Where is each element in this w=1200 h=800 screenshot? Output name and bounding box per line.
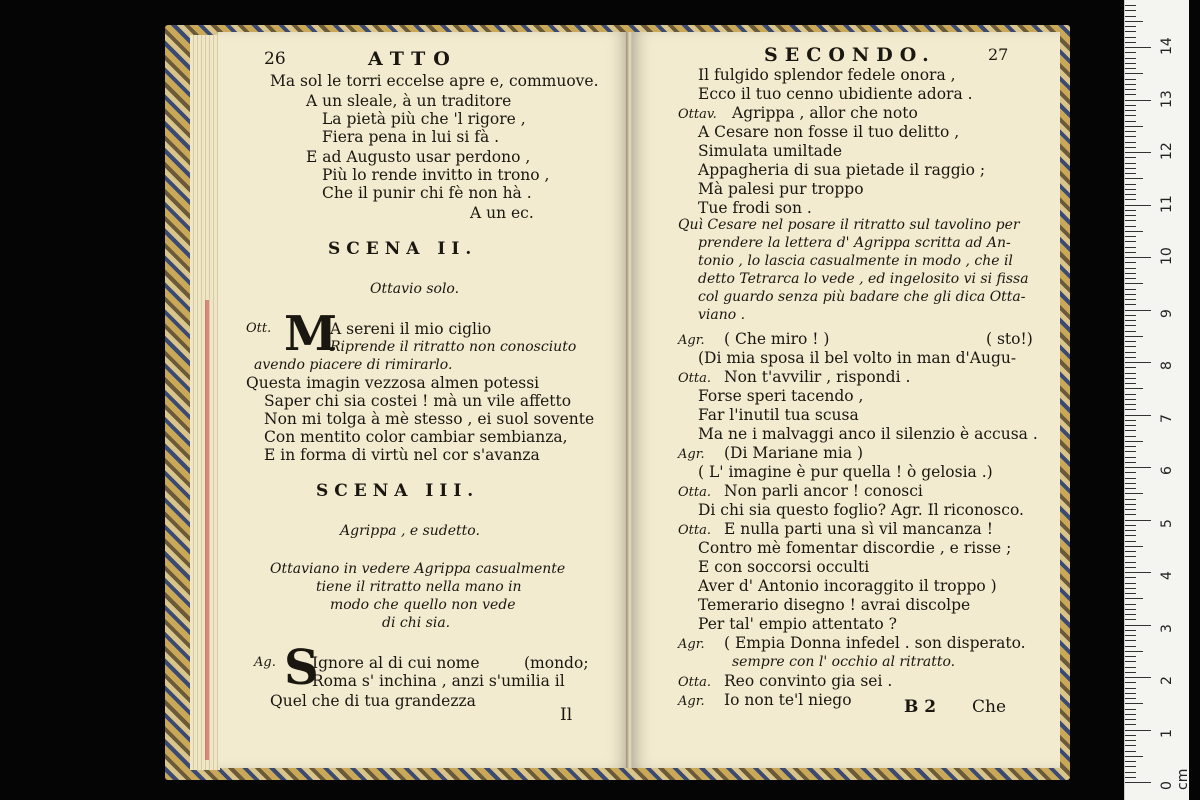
ruler-tick <box>1125 614 1136 615</box>
ruler-tick <box>1125 766 1136 767</box>
ruler-tick <box>1125 252 1136 253</box>
ruler-tick <box>1125 430 1136 431</box>
ruler-tick <box>1125 352 1136 353</box>
speaker-label: Ott. <box>246 321 272 336</box>
ruler-tick <box>1125 656 1136 657</box>
ruler-tick <box>1125 152 1151 153</box>
ruler-label: 10 <box>1159 247 1175 265</box>
verse-line: Io non te'l niego <box>724 691 852 709</box>
left-page-number: 26 <box>264 49 286 69</box>
verse-line: Reo convinto gia sei . <box>724 672 893 690</box>
ruler-tick <box>1125 31 1136 32</box>
verse-line: A un sleale, à un traditore <box>306 92 512 110</box>
verse-line: E con soccorsi occulti <box>698 558 870 576</box>
ruler-tick <box>1125 315 1136 316</box>
ruler-tick <box>1125 598 1143 599</box>
ruler-tick <box>1125 283 1143 284</box>
verse-line: Roma s' inchina , anzi s'umilia il <box>312 672 565 690</box>
ruler-tick <box>1125 231 1143 232</box>
stage-direction: avendo piacere di rimirarlo. <box>254 357 453 373</box>
ruler-tick <box>1125 735 1136 736</box>
ruler-tick <box>1125 499 1136 500</box>
ruler-tick <box>1125 79 1136 80</box>
ruler-tick <box>1125 588 1136 589</box>
drop-capital: M <box>284 306 338 362</box>
catchword: Il <box>560 705 573 725</box>
verse-line: Non t'avvilir , rispondi . <box>724 368 911 386</box>
drop-capital: S <box>284 640 319 696</box>
ruler-tick <box>1125 577 1136 578</box>
ruler-tick <box>1125 772 1136 773</box>
ruler-tick <box>1125 782 1151 783</box>
ruler-label: 0 cm <box>1159 768 1191 790</box>
ruler-tick <box>1125 651 1143 652</box>
speaker-label: Otta. <box>678 485 711 500</box>
ruler-label: 14 <box>1159 37 1175 55</box>
ruler-tick <box>1125 157 1136 158</box>
ruler-tick <box>1125 289 1136 290</box>
ruler-tick <box>1125 163 1136 164</box>
verse-line: Forse speri tacendo , <box>698 387 864 405</box>
ruler-tick <box>1125 724 1136 725</box>
ruler-tick <box>1125 299 1136 300</box>
verse-line: E in forma di virtù nel cor s'avanza <box>264 446 540 464</box>
ruler-tick <box>1125 325 1136 326</box>
ruler-tick <box>1125 320 1136 321</box>
catchword: Che <box>972 697 1007 717</box>
ruler-tick <box>1125 525 1136 526</box>
ruler-tick <box>1125 583 1136 584</box>
ruler-tick <box>1125 436 1136 437</box>
ruler-tick <box>1125 404 1136 405</box>
verse-line: Questa imagin vezzosa almen potessi <box>246 374 540 392</box>
ruler-tick <box>1125 688 1136 689</box>
ruler-label: 9 <box>1159 308 1175 318</box>
speaker-label: Agr. <box>678 637 705 652</box>
ruler-tick <box>1125 220 1136 221</box>
verse-line: ( Che miro ! ) <box>724 330 830 348</box>
ruler-label: 4 <box>1159 571 1175 580</box>
ruler-tick <box>1125 294 1136 295</box>
verse-line: Contro mè fomentar discordie , e risse ; <box>698 539 1012 557</box>
ruler-tick <box>1125 383 1136 384</box>
ruler-tick <box>1125 115 1136 116</box>
ruler-tick <box>1125 73 1143 74</box>
measurement-ruler <box>1124 0 1189 800</box>
ruler-tick <box>1125 446 1136 447</box>
ruler-tick <box>1125 184 1136 185</box>
verse-line: Per tal' empio attentato ? <box>698 615 897 633</box>
right-page-number: 27 <box>988 45 1009 64</box>
ruler-tick <box>1125 504 1136 505</box>
left-page <box>218 32 628 768</box>
verse-line: Far l'inutil tua scusa <box>698 406 859 424</box>
speaker-label: Otta. <box>678 675 711 690</box>
stage-direction: modo che quello non vede <box>330 597 516 613</box>
ruler-tick <box>1125 126 1143 127</box>
ruler-tick <box>1125 226 1136 227</box>
ruler-tick <box>1125 535 1136 536</box>
ruler-tick <box>1125 719 1136 720</box>
stage-direction: tiene il ritratto nella mano in <box>316 579 522 595</box>
ruler-tick <box>1125 667 1136 668</box>
ruler-tick <box>1125 457 1136 458</box>
left-running-head: ATTO <box>368 48 458 70</box>
ruler-tick <box>1125 262 1136 263</box>
ruler-tick <box>1125 709 1136 710</box>
stage-direction: prendere la lettera d' Agrippa scritta ad An- <box>698 235 1011 251</box>
speaker-label: Otta. <box>678 371 711 386</box>
ruler-tick <box>1125 394 1136 395</box>
ruler-tick <box>1125 698 1136 699</box>
ruler-tick <box>1125 367 1136 368</box>
ruler-tick <box>1125 346 1136 347</box>
ruler-tick <box>1125 278 1136 279</box>
ruler-tick <box>1125 21 1143 22</box>
ruler-tick <box>1125 5 1136 6</box>
speaker-label: Otta. <box>678 523 711 538</box>
verse-line: (mondo; <box>524 654 589 672</box>
ruler-tick <box>1125 703 1143 704</box>
verse-line: Che il punir chi fè non hà . <box>322 184 532 202</box>
ruler-tick <box>1125 462 1136 463</box>
speaker-label: Ag. <box>254 655 276 670</box>
ruler-label: 8 <box>1159 361 1175 370</box>
ruler-tick <box>1125 740 1136 741</box>
ruler-tick <box>1125 215 1136 216</box>
stage-direction: col guardo senza più badare che gli dica Otta- <box>698 289 1026 305</box>
verse-line: Ma ne i malvaggi anco il silenzio è accusa . <box>698 425 1038 443</box>
ruler-tick <box>1125 562 1136 563</box>
ruler-tick <box>1125 509 1136 510</box>
ruler-tick <box>1125 745 1136 746</box>
ruler-tick <box>1125 42 1136 43</box>
ruler-tick <box>1125 236 1136 237</box>
ruler-tick <box>1125 273 1136 274</box>
ruler-tick <box>1125 730 1151 731</box>
ruler-tick <box>1125 136 1136 137</box>
ruler-tick <box>1125 567 1136 568</box>
scene-2-cast: Ottavio solo. <box>370 281 460 297</box>
ruler-tick <box>1125 63 1136 64</box>
ruler-label: 6 <box>1159 466 1175 475</box>
red-page-edge <box>205 300 209 760</box>
verse-line: E nulla parti una sì vil mancanza ! <box>724 520 993 538</box>
ruler-tick <box>1125 409 1136 410</box>
ruler-tick <box>1125 210 1136 211</box>
ruler-label: 2 <box>1159 676 1175 685</box>
stage-direction: Riprende il ritratto non conosciuto <box>330 339 577 355</box>
verse-line: Più lo rende invitto in trono , <box>322 166 550 184</box>
ruler-label: 12 <box>1159 142 1175 160</box>
ruler-tick <box>1125 147 1136 148</box>
verse-line: Con mentito color cambiar sembianza, <box>264 428 568 446</box>
ruler-tick <box>1125 241 1136 242</box>
ruler-tick <box>1125 714 1136 715</box>
ruler-tick <box>1125 777 1136 778</box>
ruler-tick <box>1125 441 1143 442</box>
ruler-tick <box>1125 257 1151 258</box>
verse-line: Ecco il tuo cenno ubidiente adora . <box>698 85 973 103</box>
verse-line-continuation: ( sto!) <box>986 330 1033 348</box>
ruler-tick <box>1125 761 1136 762</box>
ruler-tick <box>1125 373 1136 374</box>
ruler-tick <box>1125 693 1136 694</box>
verse-line: Fiera pena in lui si fà . <box>322 128 500 146</box>
speaker-label: Agr. <box>678 447 705 462</box>
ruler-tick <box>1125 47 1151 48</box>
speaker-label: Agr. <box>678 333 705 348</box>
ruler-tick <box>1125 646 1136 647</box>
ruler-tick <box>1125 420 1136 421</box>
ruler-tick <box>1125 357 1136 358</box>
verse-line: Ma sol le torri eccelse apre e, commuove. <box>270 72 599 90</box>
verse-line: Saper chi sia costei ! mà un vile affetto <box>264 392 572 410</box>
ruler-tick <box>1125 362 1151 363</box>
ruler-label: 11 <box>1159 194 1175 213</box>
scene-3-cast: Agrippa , e sudetto. <box>340 523 480 539</box>
ruler-tick <box>1125 100 1151 101</box>
ruler-tick <box>1125 84 1136 85</box>
stage-direction: tonio , lo lascia casualmente in modo , che il <box>698 253 1013 269</box>
ruler-tick <box>1125 546 1143 547</box>
verse-line: La pietà più che 'l rigore , <box>322 110 526 128</box>
ruler-tick <box>1125 131 1136 132</box>
ruler-tick <box>1125 388 1143 389</box>
ruler-tick <box>1125 68 1136 69</box>
verse-line: Quel che di tua grandezza <box>270 692 476 710</box>
ruler-tick <box>1125 640 1136 641</box>
verse-line: Agrippa , allor che noto <box>732 104 918 122</box>
ruler-tick <box>1125 331 1136 332</box>
ruler-tick <box>1125 268 1136 269</box>
verse-line: ( L' imagine è pur quella ! ò gelosia .) <box>698 463 993 481</box>
ruler-tick <box>1125 121 1136 122</box>
speaker-label: Ottav. <box>678 107 717 122</box>
ruler-tick <box>1125 514 1136 515</box>
verse-line: (Di Mariane mia ) <box>724 444 864 462</box>
ruler-tick <box>1125 52 1136 53</box>
ruler-tick <box>1125 168 1136 169</box>
ruler-tick <box>1125 173 1136 174</box>
ruler-tick <box>1125 756 1143 757</box>
verse-line: Appagheria di sua pietade il raggio ; <box>698 161 986 179</box>
ruler-tick <box>1125 661 1136 662</box>
stage-direction: detto Tetrarca lo vede , ed ingelosito vi si fissa <box>698 271 1029 287</box>
verse-line: A sereni il mio ciglio <box>330 320 492 338</box>
stage-direction: sempre con l' occhio al ritratto. <box>732 654 956 670</box>
ruler-tick <box>1125 341 1136 342</box>
ruler-tick <box>1125 609 1136 610</box>
ruler-tick <box>1125 520 1151 521</box>
ruler-tick <box>1125 551 1136 552</box>
ruler-tick <box>1125 142 1136 143</box>
signature-mark: B 2 <box>904 697 937 717</box>
ruler-tick <box>1125 425 1136 426</box>
ruler-tick <box>1125 310 1151 311</box>
ruler-tick <box>1125 37 1136 38</box>
stage-direction: Quì Cesare nel posare il ritratto sul tavolino per <box>678 217 1020 233</box>
ruler-tick <box>1125 178 1143 179</box>
ruler-tick <box>1125 194 1136 195</box>
ruler-tick <box>1125 572 1151 573</box>
scene-2-title: SCENA II. <box>328 239 478 259</box>
verse-line: Tue frodi son . <box>698 199 812 217</box>
ruler-tick <box>1125 604 1136 605</box>
scene-3-title: SCENA III. <box>316 481 480 501</box>
ruler-tick <box>1125 530 1136 531</box>
ruler-tick <box>1125 89 1136 90</box>
verse-line: Mà palesi pur troppo <box>698 180 864 198</box>
verse-line: Non parli ancor ! conosci <box>724 482 923 500</box>
verse-line: Ignore al di cui nome <box>312 654 480 672</box>
ruler-tick <box>1125 415 1151 416</box>
right-running-head: SECONDO. <box>764 44 936 66</box>
verse-line: A Cesare non fosse il tuo delitto , <box>698 123 960 141</box>
ruler-label: 5 <box>1159 518 1175 528</box>
verse-line: (Di mia sposa il bel volto in man d'Augu- <box>698 349 1017 367</box>
ruler-tick <box>1125 630 1136 631</box>
verse-line: E ad Augusto usar perdono , <box>306 148 531 166</box>
verse-line: Il fulgido splendor fedele onora , <box>698 66 956 84</box>
ruler-tick <box>1125 105 1136 106</box>
ruler-tick <box>1125 472 1136 473</box>
ruler-tick <box>1125 58 1136 59</box>
ruler-tick <box>1125 189 1136 190</box>
stage-direction: di chi sia. <box>382 615 451 631</box>
ruler-tick <box>1125 541 1136 542</box>
verse-line: Simulata umiltade <box>698 142 843 160</box>
ruler-tick <box>1125 751 1136 752</box>
ruler-tick <box>1125 556 1136 557</box>
ruler-label: 7 <box>1159 413 1175 423</box>
ruler-tick <box>1125 94 1136 95</box>
ruler-label: 1 <box>1159 728 1175 738</box>
verse-line: ( Empia Donna infedel . son disperato. <box>724 634 1026 652</box>
stage-direction: Ottaviano in vedere Agrippa casualmente <box>270 561 566 577</box>
ruler-tick <box>1125 205 1151 206</box>
verse-line: Temerario disegno ! avrai discolpe <box>698 596 971 614</box>
ruler-tick <box>1125 467 1151 468</box>
ruler-tick <box>1125 336 1143 337</box>
stage-direction: viano . <box>698 307 746 323</box>
ruler-tick <box>1125 478 1136 479</box>
ruler-tick <box>1125 399 1136 400</box>
ruler-tick <box>1125 483 1136 484</box>
ruler-tick <box>1125 304 1136 305</box>
ruler-tick <box>1125 672 1136 673</box>
ruler-tick <box>1125 488 1136 489</box>
ruler-tick <box>1125 593 1136 594</box>
ruler-tick <box>1125 378 1136 379</box>
ruler-tick <box>1125 10 1136 11</box>
verse-line: Non mi tolga à mè stesso , ei suol sovente <box>264 410 595 428</box>
ruler-tick <box>1125 493 1143 494</box>
ruler-label: 3 <box>1159 623 1175 633</box>
speaker-label: Agr. <box>678 694 705 709</box>
ruler-tick <box>1125 619 1136 620</box>
ruler-tick <box>1125 110 1136 111</box>
verse-line: A un ec. <box>470 204 534 222</box>
verse-line: Aver d' Antonio incoraggito il troppo ) <box>698 577 997 595</box>
ruler-tick <box>1125 199 1136 200</box>
ruler-tick <box>1125 625 1151 626</box>
ruler-tick <box>1125 16 1136 17</box>
ruler-tick <box>1125 635 1136 636</box>
ruler-tick <box>1125 677 1151 678</box>
ruler-label: 13 <box>1159 89 1175 108</box>
ruler-tick <box>1125 247 1136 248</box>
right-page <box>632 32 1060 768</box>
ruler-tick <box>1125 26 1136 27</box>
ruler-tick <box>1125 682 1136 683</box>
ruler-tick <box>1125 451 1136 452</box>
verse-line: Di chi sia questo foglio? Agr. Il riconosco. <box>698 501 1024 519</box>
